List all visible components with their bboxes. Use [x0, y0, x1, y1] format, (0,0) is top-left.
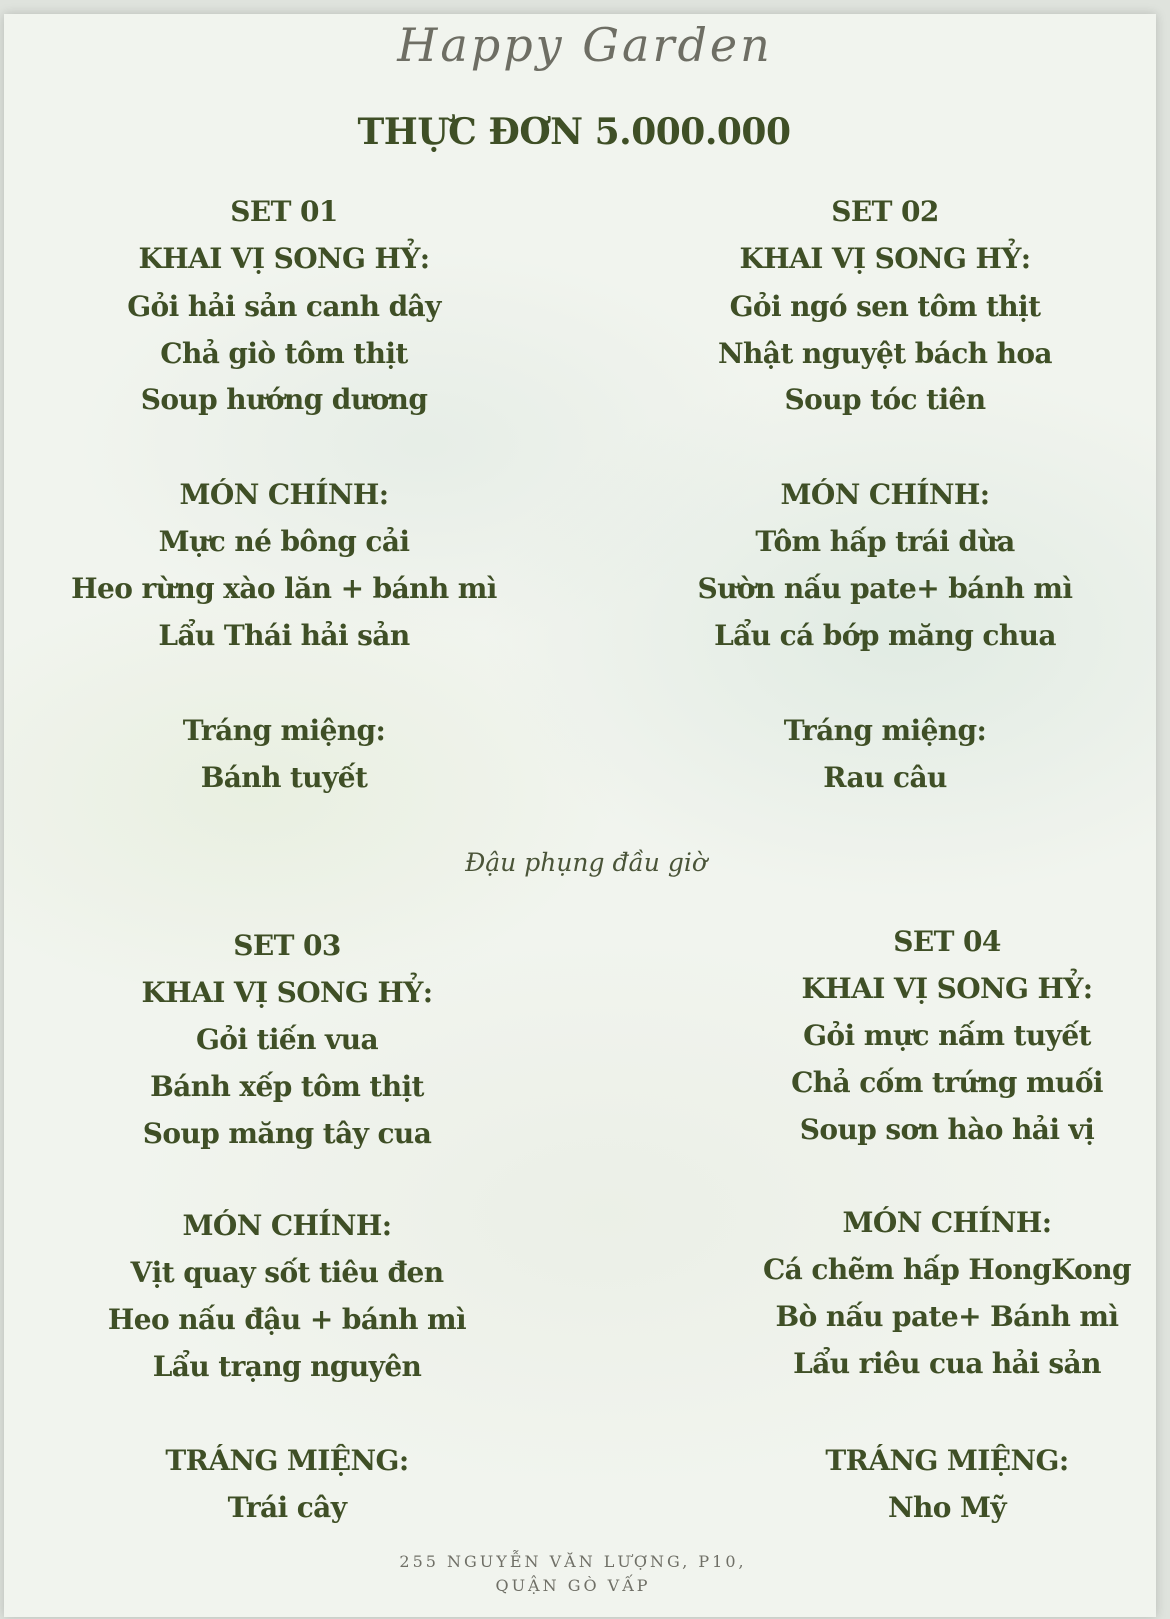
- menu-item: Bánh tuyết: [200, 761, 368, 794]
- set-title: SET 02: [831, 195, 939, 228]
- set-title: SET 01: [230, 195, 338, 228]
- menu-item: Lẩu Thái hải sản: [158, 619, 410, 652]
- menu-item: Chả cốm trứng muối: [791, 1066, 1103, 1099]
- menu-item: Tôm hấp trái dừa: [755, 525, 1015, 558]
- mains-heading: MÓN CHÍNH:: [182, 1209, 392, 1242]
- menu-item: Heo rừng xào lăn + bánh mì: [71, 572, 497, 605]
- menu-title: THỰC ĐƠN 5.000.000: [357, 111, 791, 153]
- menu-item: Soup tóc tiên: [784, 383, 986, 416]
- starters-heading: KHAI VỊ SONG HỶ:: [138, 242, 430, 275]
- menu-item: Soup sơn hào hải vị: [799, 1113, 1095, 1146]
- starters-heading: KHAI VỊ SONG HỶ:: [739, 242, 1031, 275]
- menu-item: Gỏi mực nấm tuyết: [803, 1019, 1091, 1052]
- brand-logo: Happy Garden: [397, 18, 773, 72]
- menu-item: Vịt quay sốt tiêu đen: [130, 1256, 444, 1289]
- set-title: SET 03: [233, 929, 341, 962]
- menu-item: Gỏi ngó sen tôm thịt: [729, 290, 1041, 323]
- menu-item: Chả giò tôm thịt: [160, 337, 408, 370]
- menu-item: Gỏi tiến vua: [195, 1023, 379, 1056]
- menu-item: Nhật nguyệt bách hoa: [718, 337, 1052, 370]
- menu-item: Bò nấu pate+ Bánh mì: [775, 1300, 1119, 1333]
- menu-item: Gỏi hải sản canh dây: [127, 290, 441, 323]
- menu-item: Lẩu riêu cua hải sản: [793, 1347, 1101, 1380]
- menu-item: Soup hướng dương: [140, 383, 428, 416]
- address-line-2: QUẬN GÒ VẤP: [495, 1576, 651, 1595]
- menu-item: Nho Mỹ: [887, 1491, 1007, 1524]
- menu-item: Mực né bông cải: [158, 525, 410, 558]
- starters-heading: KHAI VỊ SONG HỶ:: [141, 976, 433, 1009]
- menu-item: Sườn nấu pate+ bánh mì: [697, 572, 1073, 605]
- menu-item: Lẩu cá bớp măng chua: [714, 619, 1056, 652]
- mains-heading: MÓN CHÍNH:: [780, 478, 990, 511]
- dessert-heading: TRÁNG MIỆNG:: [165, 1444, 409, 1477]
- starters-heading: KHAI VỊ SONG HỶ:: [801, 972, 1093, 1005]
- dessert-heading: Tráng miệng:: [182, 714, 386, 747]
- menu-item: Lẩu trạng nguyên: [152, 1350, 422, 1383]
- menu-item: Cá chẽm hấp HongKong: [763, 1253, 1131, 1286]
- menu-item: Rau câu: [823, 761, 947, 794]
- menu-item: Heo nấu đậu + bánh mì: [107, 1303, 467, 1336]
- menu-note: Đậu phụng đầu giờ: [465, 848, 707, 877]
- menu-item: Trái cây: [227, 1491, 347, 1524]
- dessert-heading: Tráng miệng:: [783, 714, 987, 747]
- set-title: SET 04: [893, 925, 1001, 958]
- menu-item: Bánh xếp tôm thịt: [150, 1070, 424, 1103]
- mains-heading: MÓN CHÍNH:: [842, 1206, 1052, 1239]
- menu-item: Soup măng tây cua: [142, 1117, 432, 1150]
- mains-heading: MÓN CHÍNH:: [179, 478, 389, 511]
- address-line-1: 255 NGUYỄN VĂN LƯỢNG, P10,: [399, 1552, 747, 1571]
- dessert-heading: TRÁNG MIỆNG:: [825, 1444, 1069, 1477]
